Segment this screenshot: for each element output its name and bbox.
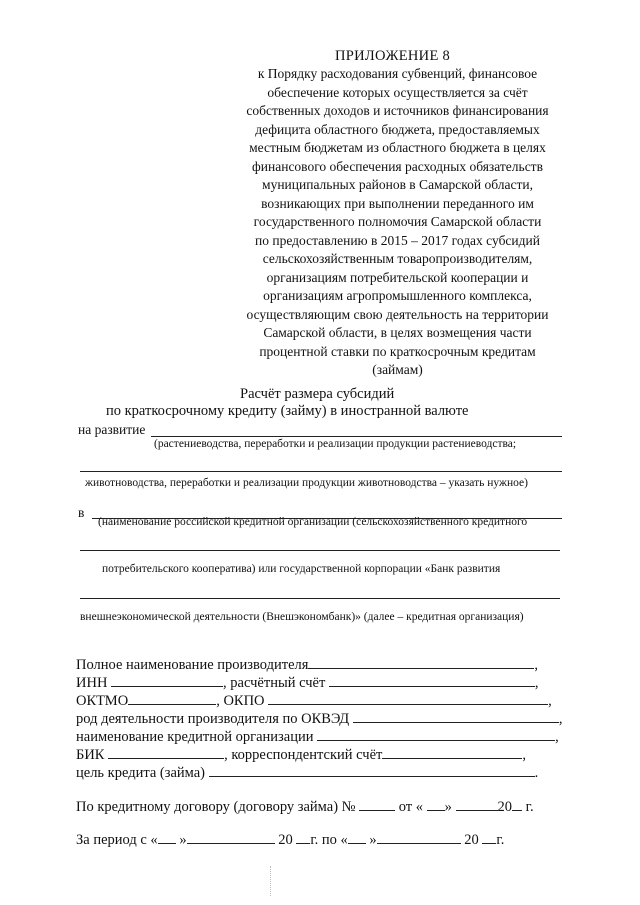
year-suffix: г. [525, 799, 534, 815]
contract-month-field[interactable] [456, 796, 498, 811]
period-to-month-field[interactable] [377, 829, 461, 844]
period-from-year-field[interactable] [296, 829, 310, 844]
dot: . [534, 765, 539, 781]
credit-org-label: наименование кредитной организации [76, 729, 314, 745]
period-to-year-field[interactable] [482, 829, 496, 844]
inn-label: ИНН [76, 675, 108, 691]
row-producer [76, 654, 538, 674]
appendix-line: обеспечение которых осуществляется за счёт [267, 84, 528, 100]
purpose-label: цель кредита (займа) [76, 765, 206, 781]
bik-field[interactable] [108, 744, 224, 759]
appendix-line: сельскохозяйственным товаропроизводителям, [262, 251, 533, 266]
year-suffix: г. [496, 832, 505, 848]
period-label: За период с « [76, 832, 158, 848]
credit-org-field[interactable] [317, 726, 555, 741]
bank-field-2[interactable] [80, 550, 560, 551]
contract-day-field[interactable] [427, 796, 445, 811]
development-field[interactable] [151, 436, 562, 437]
row-period [76, 829, 504, 849]
row-credit-org [76, 726, 559, 746]
bank-caption-3: внешнеэкономической деятельности (Внешэкономбанк)» (далее – кредитная организация) [80, 611, 524, 623]
period-to-label: по « [321, 832, 348, 848]
appendix-line: местным бюджетам из областного бюджета в целях [249, 140, 546, 155]
appendix-line: организациям потребительской кооперации и [266, 269, 529, 285]
period-to-year-prefix: 20 [464, 832, 479, 848]
contract-year-field[interactable] [512, 796, 522, 811]
year-suffix: г. [310, 832, 319, 848]
oktmo-field[interactable] [128, 690, 216, 705]
comma: , [522, 747, 526, 763]
calc-title: Расчёт размера субсидий [240, 386, 395, 402]
bank-label: в [78, 505, 85, 520]
appendix-line: по предоставлению в 2015 – 2017 годах субсидий [255, 232, 540, 248]
comma: , [534, 675, 539, 691]
appendix-line: государственного полномочия Самарской области [253, 214, 542, 229]
quote-close: » [179, 832, 187, 848]
comma: , [558, 711, 563, 727]
row-purpose [76, 762, 538, 782]
appendix-line: муниципальных районов в Самарской области, [262, 177, 533, 192]
appendix-line: организациям агропромышленного комплекса, [263, 288, 532, 303]
quote-close: » [369, 832, 377, 848]
purpose-field[interactable] [209, 762, 535, 777]
row-okved [76, 708, 562, 728]
account-label: , расчётный счёт [223, 675, 326, 691]
corr-account-label: , корреспондентский счёт [224, 747, 383, 763]
appendix-line: Самарской области, в целях возмещения части [263, 325, 532, 340]
development-label: на развитие [78, 422, 146, 437]
comma: , [548, 693, 552, 709]
period-from-month-field[interactable] [187, 829, 275, 844]
period-to-day-field[interactable] [348, 829, 366, 844]
development-caption: (растениеводства, переработки и реализации продукции растениеводства; [154, 438, 517, 450]
bank-caption-2: потребительского кооператива) или государственной корпорации «Банк развития [102, 563, 501, 575]
period-from-year-prefix: 20 [278, 832, 293, 848]
contract-label: По кредитному договору (договору займа) № [76, 799, 356, 815]
producer-name-label: Полное наименование производителя [76, 657, 309, 673]
appendix-line: процентной ставки по краткосрочным кредитам [259, 343, 536, 359]
contract-number-field[interactable] [359, 796, 395, 811]
contract-from-label: от « [398, 799, 424, 815]
okved-label: род деятельности производителя по ОКВЭД [76, 711, 350, 727]
appendix-line: к Порядку расходования субвенций, финансовое [257, 66, 538, 81]
comma: , [534, 657, 539, 673]
okved-field[interactable] [353, 708, 559, 723]
comma: , [555, 729, 559, 745]
appendix-line: возникающих при выполнении переданного им [261, 195, 534, 211]
appendix-line: собственных доходов и источников финансирования [246, 103, 549, 118]
bik-label: БИК [76, 747, 105, 763]
row-oktmo [76, 690, 552, 710]
row-contract [76, 796, 534, 816]
inn-field[interactable] [111, 672, 223, 687]
bank-caption: (наименование российской кредитной организации (сельскохозяйственного кредитного [98, 516, 528, 528]
appendix-line: осуществляющим свою деятельность на территории [246, 306, 549, 322]
row-inn [76, 672, 539, 692]
producer-name-field[interactable] [308, 654, 534, 669]
okpo-label: , ОКПО [216, 693, 265, 709]
corr-account-field[interactable] [382, 744, 522, 759]
appendix-line: дефицита областного бюджета, предоставляемых [255, 121, 540, 137]
row-bik [76, 744, 526, 764]
calc-subtitle: по краткосрочному кредиту (займу) в иностранной валюте [106, 403, 469, 419]
scan-artifact [270, 866, 272, 896]
appendix-title: ПРИЛОЖЕНИЕ 8 [335, 48, 451, 64]
appendix-description [200, 65, 595, 380]
oktmo-label: ОКТМО [76, 693, 129, 709]
development-field-2[interactable] [80, 471, 562, 472]
appendix-line: (займам) [372, 362, 423, 377]
appendix-line: финансового обеспечения расходных обязательств [252, 158, 543, 174]
okpo-field[interactable] [268, 690, 548, 705]
bank-field-3[interactable] [80, 598, 560, 599]
contract-year-prefix: 20 [497, 799, 513, 815]
quote-close: » [444, 799, 452, 815]
account-field[interactable] [329, 672, 535, 687]
period-from-day-field[interactable] [158, 829, 176, 844]
development-caption-2: животноводства, переработки и реализации продукции животноводства – указать нужное) [85, 477, 528, 489]
